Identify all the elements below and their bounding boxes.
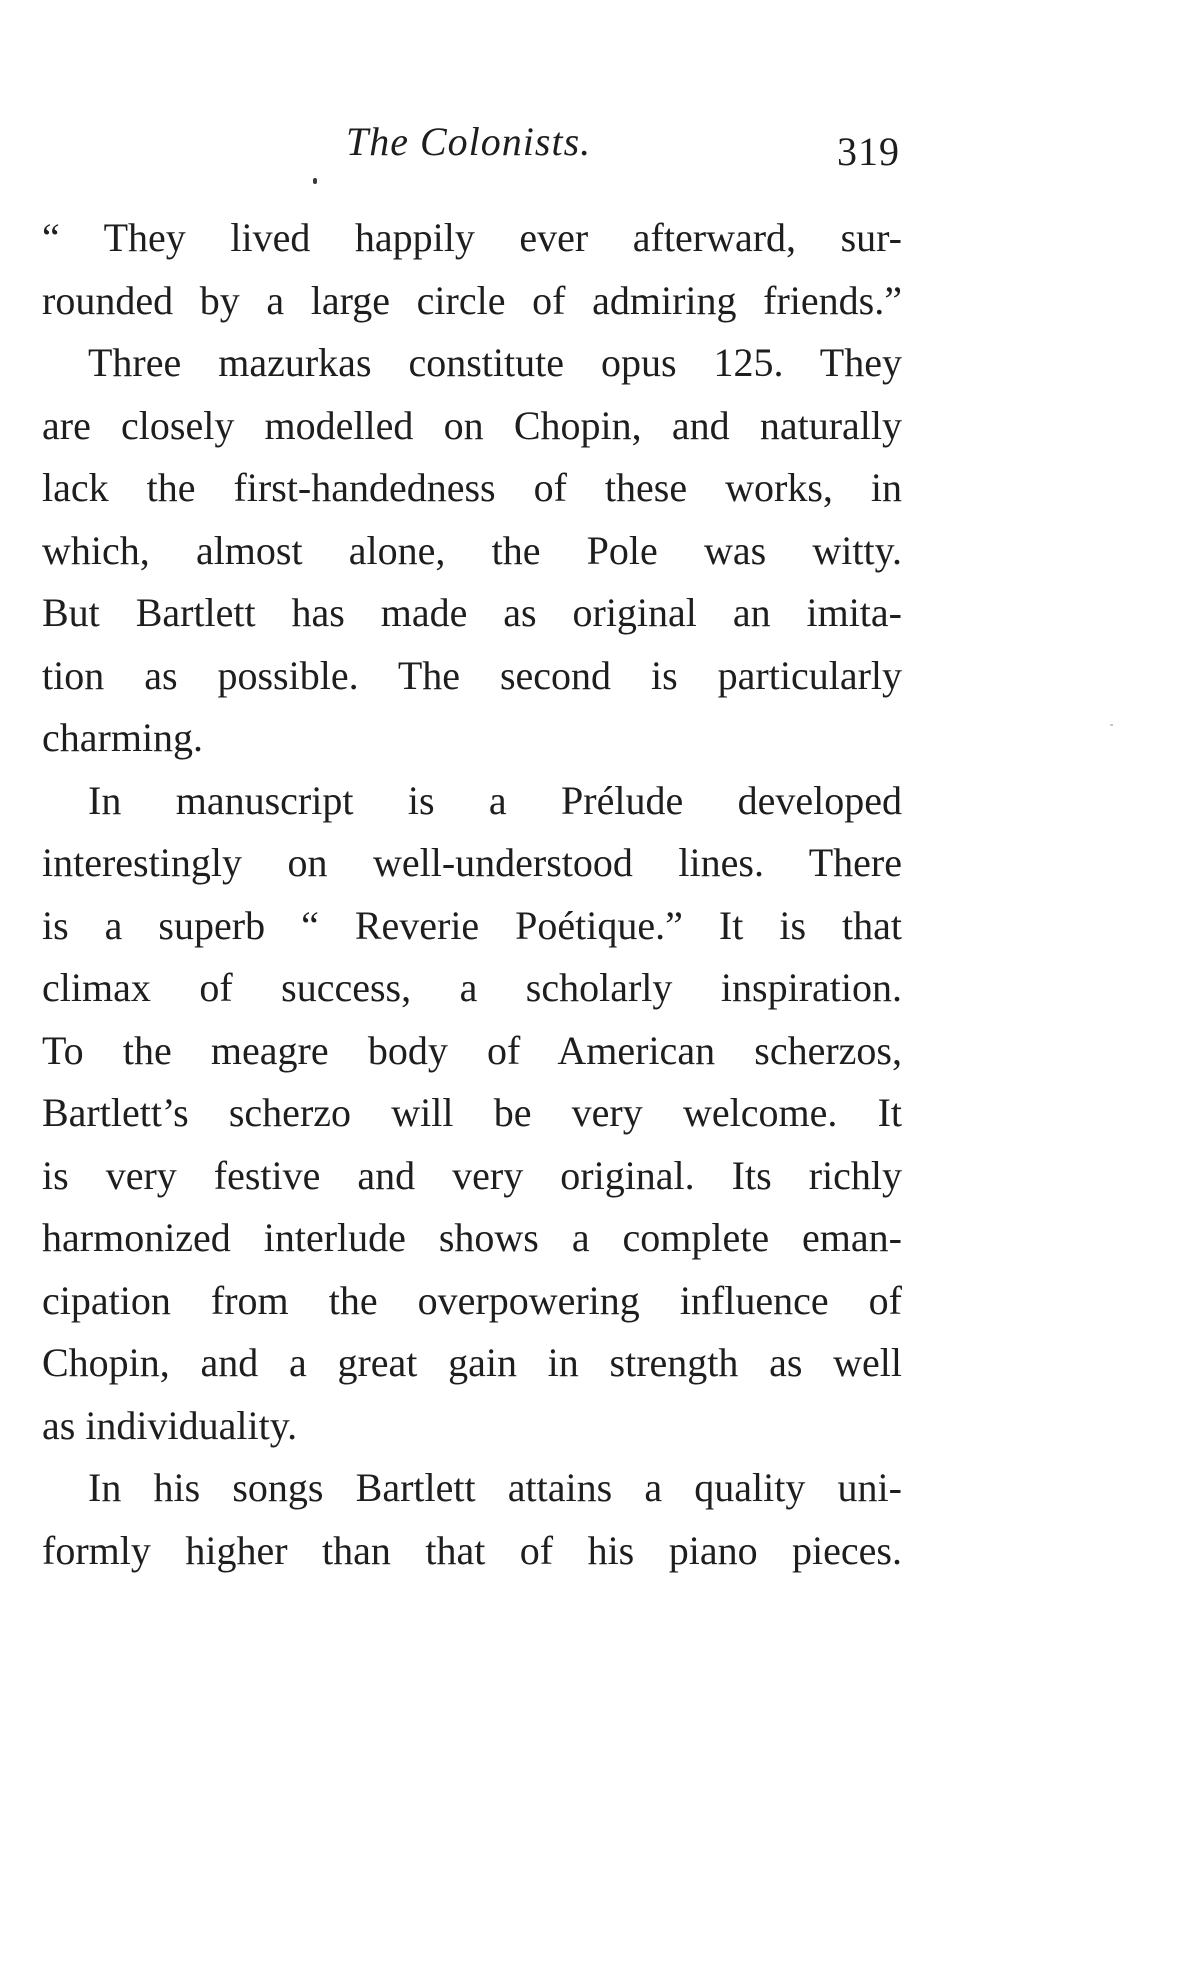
- text-line: lack the first-handedness of these works, in: [42, 465, 902, 510]
- text-line: But Bartlett has made as original an imita-: [42, 590, 902, 635]
- text-line: harmonized interlude shows a complete eman-: [42, 1215, 902, 1260]
- page-number: 319: [837, 129, 900, 174]
- text-line: rounded by a large circle of admiring friends.”: [42, 277, 902, 323]
- paragraph-2: [42, 332, 902, 770]
- paragraph-1: [42, 207, 902, 332]
- ink-speck-margin: [1110, 724, 1113, 726]
- text-line: Three mazurkas constitute opus 125. They: [88, 340, 902, 385]
- text-line: Bartlett’s scherzo will be very welcome. It: [42, 1090, 902, 1135]
- text-line: In his songs Bartlett attains a quality uni-: [88, 1465, 902, 1510]
- text-line: interestingly on well-understood lines. There: [42, 840, 902, 885]
- running-title: The Colonists.: [346, 119, 592, 164]
- text-line: tion as possible. The second is particularly: [42, 652, 902, 698]
- text-line: formly higher than that of his piano pieces.: [42, 1527, 902, 1573]
- text-line: “ They lived happily ever afterward, sur-: [42, 215, 902, 260]
- paragraph-4: [42, 1457, 902, 1582]
- paragraph-3: [42, 770, 902, 1458]
- text-line: climax of success, a scholarly inspiration.: [42, 965, 902, 1010]
- text-line: Chopin, and a great gain in strength as well: [42, 1340, 902, 1385]
- text-line: charming.: [42, 715, 204, 760]
- text-line: To the meagre body of American scherzos,: [42, 1027, 902, 1073]
- text-line: In manuscript is a Prélude developed: [88, 777, 902, 823]
- text-line: which, almost alone, the Pole was witty.: [42, 527, 902, 573]
- ink-speck: [313, 178, 317, 184]
- body-text: [42, 207, 902, 1582]
- text-line: as individuality.: [42, 1402, 298, 1448]
- text-line: cipation from the overpowering influence of: [42, 1277, 902, 1323]
- text-line: is a superb “ Reverie Poétique.” It is that: [42, 902, 902, 948]
- text-line: are closely modelled on Chopin, and naturally: [42, 402, 902, 448]
- text-line: is very festive and very original. Its richly: [42, 1152, 902, 1198]
- running-head: [0, 118, 1200, 178]
